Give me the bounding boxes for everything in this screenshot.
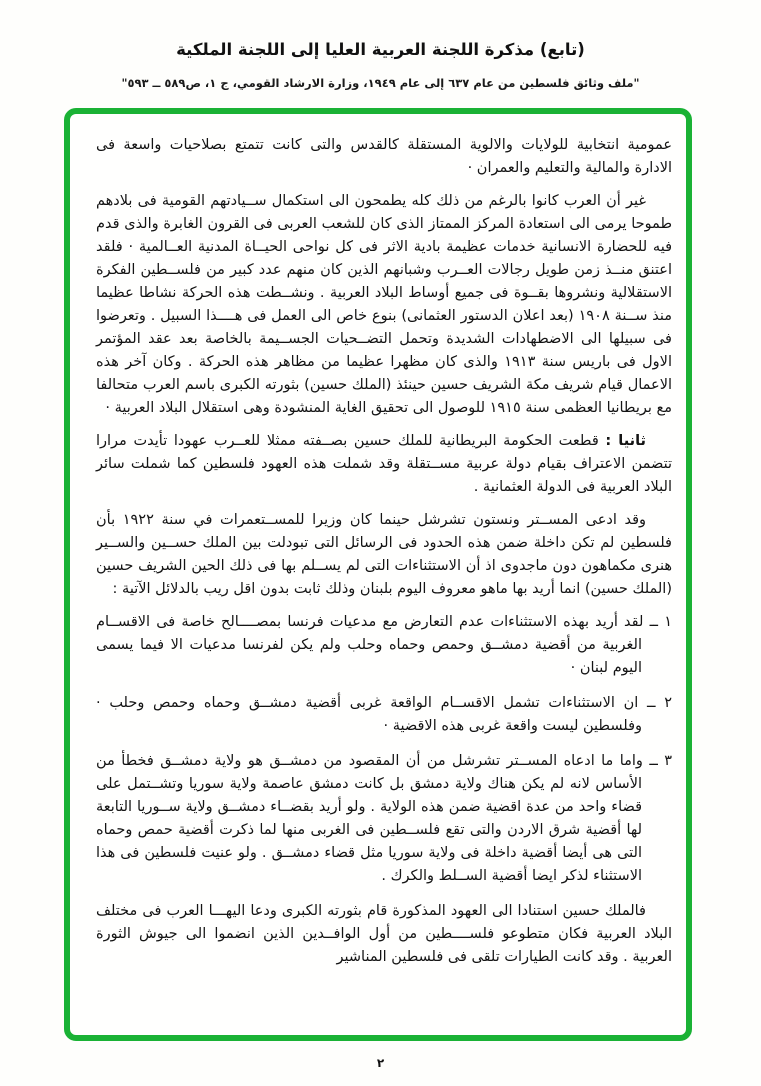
paragraph: وقد ادعى المســتر ونستون تشرشل حينما كان وزيرا للمســتعمرات في سنة ١٩٢٢ بأن فلسطين لم تكن داخلة ضمن هذه الحدود فى الرسائل التى تبودلت بين الملك حســين والســير هنرى مكماهون دون ماجدوى اذ أن الاستثناءات التى لم يســلم بها فى ذلك الحين الشريف حسين (الملك حسين) انما أريد بها ماهو معروف اليوم بلبنان وذلك ثابت بدون اقل ريب بالدلائل الآتية : [96,512,672,597]
paragraph-continuation: عمومية انتخابية للولايات والالوية المستقلة كالقدس والتى كانت تتمتع بصلاحيات واسعة فى الادارة والمالية والتعليم والعمران · [96,137,672,176]
page-number: ٢ [376,1056,385,1070]
paragraph-text: قطعت الحكومة البريطانية للملك حسين بصــفته ممثلا للعــرب عهودا تأيدت مرارا تتضمن الاعتراف بقيام دولة عربية مســتقلة وقد شملت هذه العهود فلسطين كما شملت سائر البلاد العربية فى الدولة العثمانية . [96,433,672,495]
list-item-1 [96,611,672,680]
item-2-text: ان الاستثناءات تشمل الاقســام الواقعة غربى أقضية دمشــق وحماه وحمص وحلب · وفلسطين ليست واقعة غربى هذه الاقضية · [96,695,642,734]
paragraph: غير أن العرب كانوا بالرغم من ذلك كله يطمحون الى استكمال ســيادتهم القومية فى بلادهم طموحا يرمى الى استعادة المركز الممتاز الذى كان للشعب العربى فى القرون الغابرة والذى قدم فيه للحضارة الانسانية خدمات عظيمة بادية الاثر فى كل نواحى الحيــاة المدنية العــالمية · فلقد اعتنق منــذ زمن طويل رجالات العــرب وشبانهم الذين كان منهم عدد كبير من فلســطين الفكرة الاستقلالية ونشروها بقــوة فى جميع أوساط البلاد العربية . ونشــطت هذه الحركة نشاطا عظيما منذ ســنة ١٩٠٨ (بعد اعلان الدستور العثمانى) بنوع خاص الى العمل فى هــــذا السبيل . وتعرضوا فى سبيلها الى الاضطهادات الشديدة وتحمل التضــحيات الجســيمة بالخاصة بعد عقد المؤتمر الاول فى باريس سنة ١٩١٣ والذى كان مظهرا عظيما من مظاهر هذه الحركة . وكان آخر هذه الاعمال قيام شريف مكة الشريف حسين حينئذ (الملك حسين) بثورته الكبرى باسم العرب متحالفا مع بريطانيا العظمى سنة ١٩١٥ للوصول الى تحقيق الغاية المنشودة وهى استقلال البلاد العربية · [96,193,672,416]
source-citation: "ملف وثائق فلسطين من عام ٦٣٧ إلى عام ١٩٤٩، وزارة الارشاد القومي، ج ١، ص٥٨٩ ــ ٥٩٣" [121,76,640,90]
secondly-label: ثانيا : [605,433,646,449]
document-title: (تابع) مذكرة اللجنة العربية العليا إلى اللجنة الملكية [176,40,585,59]
paragraph-secondly [96,430,672,499]
item-1-text: لقد أريد بهذه الاستثناءات عدم التعارض مع مدعيات فرنسا بمصــــالح خاصة فى الاقســام الغربية من أقضية دمشــق وحمص وحماه وحلب ولم يكن لفرنسا مدعيات الا فيما يسمى اليوم لبنان · [96,614,644,676]
list-item-3 [96,750,672,888]
document-body [70,114,686,1035]
item-3-text: واما ما ادعاه المســتر تشرشل من أن المقصود من دمشــق هو ولاية دمشــق فخطأ من الأساس لانه لم يكن هناك ولاية دمشق بل كانت دمشق عاصمة ولاية سوريا وتشــتمل على قضاء واحد من عدة اقضية ضمن هذه الولاية . ولو أريد بقضــاء دمشــق ولاية ســوريا التابعة لها أقضية شرق الاردن والتى تقع فلســطين فى الغربى منها لما ذكرت أقضية حمص وحماه التى هى أيضا أقضية داخلة فى ولاية سوريا مثل قضاء دمشــق . ولو عنيت فلسطين فى هذا الاستثناء لذكر ايضا أقضية الســلط والكرك . [96,753,643,884]
green-annotation-frame [64,108,692,1041]
item-1-number: ١ ــ [649,614,673,630]
list-item-2 [96,692,672,738]
item-3-number: ٣ ــ [649,753,673,769]
paragraph: فالملك حسين استنادا الى العهود المذكورة قام بثورته الكبرى ودعا اليهـــا العرب فى مختلف البلاد العربية فكان متطوعو فلســــطين من أول الوافــدين الذين انضموا الى جيوش الثورة العربية . وقد كانت الطيارات تلقى فى فلسطين المناشير [96,903,672,965]
item-2-number: ٢ ــ [647,695,673,711]
